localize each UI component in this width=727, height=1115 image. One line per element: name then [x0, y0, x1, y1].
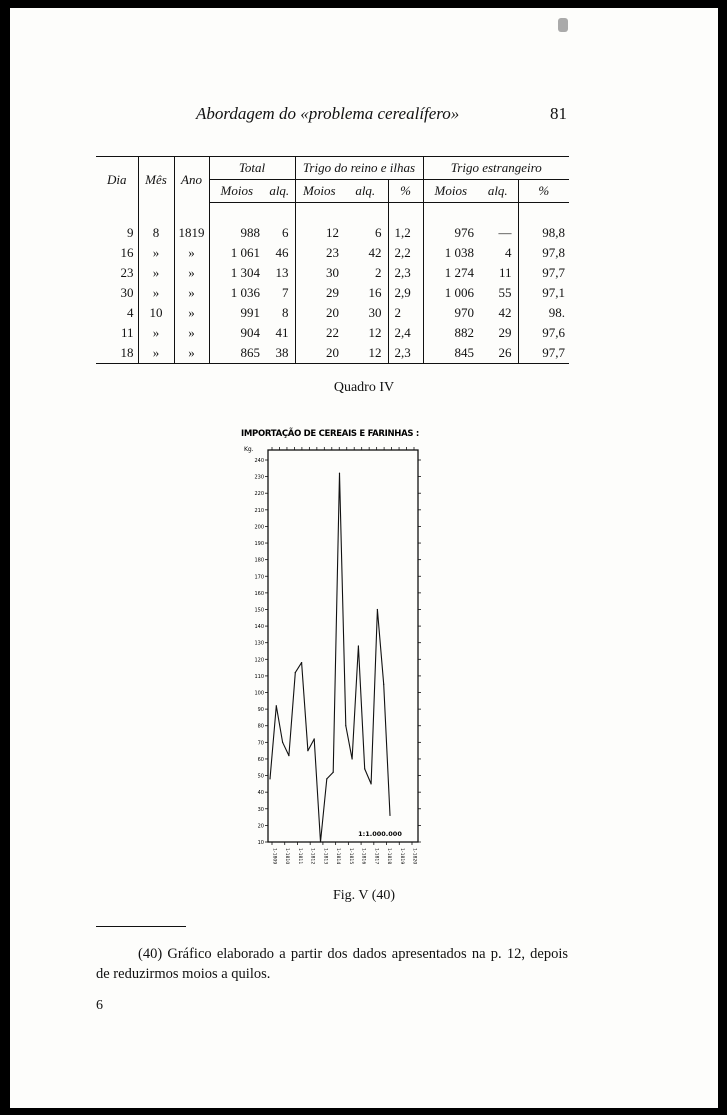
table-cell: 30	[343, 303, 388, 323]
table-cell: 20	[295, 343, 343, 364]
table-cell: 12	[343, 343, 388, 364]
y-tick-label: 30	[257, 806, 264, 813]
table-cell: 10	[138, 303, 174, 323]
x-tick-label: 1-1813	[322, 848, 328, 865]
y-tick-label: 230	[254, 474, 264, 481]
y-tick-label: 210	[254, 507, 264, 514]
y-tick-label: 10	[257, 840, 264, 846]
table-cell: 41	[264, 323, 295, 343]
table-cell: 23	[326, 245, 339, 260]
table-cell: —	[478, 223, 518, 243]
y-axis-label: Kg.	[244, 446, 254, 453]
sub-alq: alq.	[343, 180, 388, 203]
running-head	[10, 104, 718, 128]
table-cell: 2	[388, 303, 423, 323]
x-tick-label: 1-1814	[335, 848, 341, 865]
sub-moios: Moios	[209, 180, 264, 203]
table-cell: 97,1	[542, 285, 565, 300]
sub-moios: Moios	[423, 180, 478, 203]
table-cell: 98.	[548, 305, 565, 320]
x-tick-label: 1-1819	[398, 848, 404, 865]
table-row	[96, 303, 569, 323]
y-tick-label: 170	[254, 574, 264, 581]
table-cell: 970	[454, 305, 474, 320]
series-line	[270, 473, 390, 842]
data-point	[307, 750, 308, 751]
data-point	[288, 755, 289, 756]
table-cell: 12	[343, 323, 388, 343]
table-cell: 1 061	[230, 245, 260, 260]
line-chart	[230, 418, 430, 878]
x-tick-label: 1-1810	[284, 848, 290, 865]
table-cell: 29	[326, 285, 339, 300]
y-tick-label: 100	[254, 690, 264, 697]
table-cell: 98,8	[542, 225, 565, 240]
data-point	[358, 645, 359, 646]
table-cell: »	[138, 283, 174, 303]
table-row	[96, 343, 569, 364]
table-cell: 1,2	[388, 223, 423, 243]
y-tick-label: 80	[257, 723, 264, 730]
table-cell: »	[174, 343, 209, 364]
table-cell: 16	[343, 283, 388, 303]
table-cell: »	[174, 303, 209, 323]
table-cell: 2,4	[388, 323, 423, 343]
data-point	[383, 684, 384, 685]
table-caption: Quadro IV	[333, 380, 395, 395]
table-cell: 7	[264, 283, 295, 303]
data-point	[314, 738, 315, 739]
book-page	[10, 8, 718, 1108]
table-cell: »	[138, 263, 174, 283]
data-point	[320, 841, 321, 842]
table-cell: 1 274	[444, 265, 474, 280]
figure-caption: Fig. V (40)	[332, 888, 396, 903]
y-tick-label: 240	[254, 458, 264, 464]
x-tick-label: 1-1816	[360, 848, 366, 865]
y-tick-label: 150	[254, 607, 264, 614]
x-tick-label: 1-1812	[309, 848, 315, 865]
table-cell: 46	[264, 243, 295, 263]
table-cell: 976	[454, 225, 474, 240]
table-header-row	[96, 157, 569, 180]
table-cell: 30	[326, 265, 339, 280]
table-cell: 882	[454, 325, 474, 340]
table-cell: 2,3	[388, 343, 423, 364]
footnote: (40) Gráfico elaborado a partir dos dados apresentados na p. 12, depois de reduzirmos moios a quilos.	[96, 946, 568, 982]
y-tick-label: 190	[254, 541, 264, 548]
table-cell: 97,7	[542, 265, 565, 280]
y-tick-label: 20	[257, 823, 264, 830]
table-row	[96, 223, 569, 243]
table-cell: 8	[138, 223, 174, 243]
sub-pct: %	[518, 180, 569, 203]
data-point	[295, 672, 296, 673]
spacer-row	[96, 203, 569, 224]
y-tick-label: 60	[257, 756, 264, 763]
footnote-rule	[96, 926, 186, 927]
table-cell: »	[174, 263, 209, 283]
y-tick-label: 160	[254, 590, 264, 597]
table-cell: 23	[96, 263, 138, 283]
scan-smudge	[558, 18, 568, 32]
sub-pct: %	[388, 180, 423, 203]
data-point	[282, 742, 283, 743]
table-cell: 4	[96, 303, 138, 323]
table-cell: 6	[264, 223, 295, 243]
y-tick-label: 110	[254, 673, 264, 680]
table-cell: 18	[96, 343, 138, 364]
table-row	[96, 283, 569, 303]
data-point	[352, 758, 353, 759]
group-estrangeiro: Trigo estrangeiro	[423, 157, 569, 180]
group-reino: Trigo do reino e ilhas	[295, 157, 423, 180]
plot-frame	[268, 450, 418, 842]
table-cell: 2,3	[388, 263, 423, 283]
table-cell: 42	[343, 243, 388, 263]
col-dia: Dia	[96, 157, 138, 203]
x-tick-label: 1-1817	[373, 848, 379, 865]
table-cell: 22	[326, 325, 339, 340]
table-cell: 2,9	[388, 283, 423, 303]
table-cell: »	[138, 323, 174, 343]
table-cell: 4	[478, 243, 518, 263]
table-cell: 2	[343, 263, 388, 283]
table-cell: 97,6	[542, 325, 565, 340]
signature-mark: 6	[96, 998, 103, 1013]
chart-title: IMPORTAÇÃO DE CEREAIS E FARINHAS :	[241, 429, 419, 439]
col-ano: Ano	[174, 157, 209, 203]
data-point	[389, 815, 390, 816]
table-cell: 11	[478, 263, 518, 283]
table-cell: »	[138, 243, 174, 263]
y-tick-label: 130	[254, 640, 264, 647]
table-cell: 30	[96, 283, 138, 303]
x-tick-label: 1-1818	[386, 848, 392, 865]
x-tick-label: 1-1820	[411, 848, 417, 865]
table-cell: 991	[240, 305, 260, 320]
y-tick-label: 40	[257, 790, 264, 797]
data-point	[333, 772, 334, 773]
table-cell: 97,7	[518, 343, 569, 364]
y-tick-label: 140	[254, 624, 264, 631]
sub-alq: alq.	[478, 180, 518, 203]
data-point	[326, 778, 327, 779]
table-cell: 42	[478, 303, 518, 323]
table-row	[96, 243, 569, 263]
table-cell: »	[174, 323, 209, 343]
data-point	[276, 705, 277, 706]
table-cell: 29	[478, 323, 518, 343]
table-cell: 20	[326, 305, 339, 320]
table-cell: 1 304	[230, 265, 260, 280]
x-tick-label: 1-1815	[347, 848, 353, 865]
page-number: 81	[550, 104, 567, 123]
y-tick-label: 70	[257, 740, 264, 747]
data-point	[269, 778, 270, 779]
table-cell: 38	[264, 343, 295, 364]
table-cell: 1 038	[444, 245, 474, 260]
table-cell: 12	[326, 225, 339, 240]
table-cell: 1 006	[444, 285, 474, 300]
table-cell: 988	[240, 225, 260, 240]
y-tick-label: 180	[254, 557, 264, 564]
y-tick-label: 120	[254, 657, 264, 664]
x-tick-label: 1-1809	[271, 848, 277, 865]
table-cell: 55	[478, 283, 518, 303]
y-tick-label: 220	[254, 491, 264, 498]
table-cell: 13	[264, 263, 295, 283]
table-cell: 9	[96, 223, 138, 243]
col-mes: Mês	[138, 157, 174, 203]
x-tick-label: 1-1811	[296, 848, 302, 865]
group-total: Total	[209, 157, 295, 180]
table-body	[96, 223, 569, 364]
scale-note: 1:1.000.000	[358, 830, 402, 838]
data-point	[301, 662, 302, 663]
table-cell: 26	[478, 343, 518, 364]
table-cell: »	[174, 283, 209, 303]
data-point	[370, 783, 371, 784]
table-cell: 1819	[174, 223, 209, 243]
table-row	[96, 323, 569, 343]
table-cell: 6	[343, 223, 388, 243]
table-cell: 904	[240, 325, 260, 340]
data-table	[96, 156, 569, 364]
data-point	[364, 768, 365, 769]
y-tick-label: 200	[254, 524, 264, 531]
data-point	[377, 609, 378, 610]
sub-moios: Moios	[295, 180, 343, 203]
data-point	[345, 725, 346, 726]
y-tick-label: 50	[257, 773, 264, 780]
table-cell: 97,8	[542, 245, 565, 260]
table-cell: 11	[96, 323, 138, 343]
table-cell: 845	[423, 343, 478, 364]
data-point	[339, 473, 340, 474]
table-cell: 865	[209, 343, 264, 364]
table-row	[96, 263, 569, 283]
running-title: Abordagem do «problema cerealífero»	[196, 104, 460, 123]
table-cell: 16	[96, 243, 138, 263]
y-tick-label: 90	[257, 707, 264, 714]
table-cell: »	[138, 343, 174, 364]
table-cell: 2,2	[388, 243, 423, 263]
table-cell: 1 036	[230, 285, 260, 300]
table-cell: 8	[264, 303, 295, 323]
table-cell: »	[174, 243, 209, 263]
sub-alq: alq.	[264, 180, 295, 203]
